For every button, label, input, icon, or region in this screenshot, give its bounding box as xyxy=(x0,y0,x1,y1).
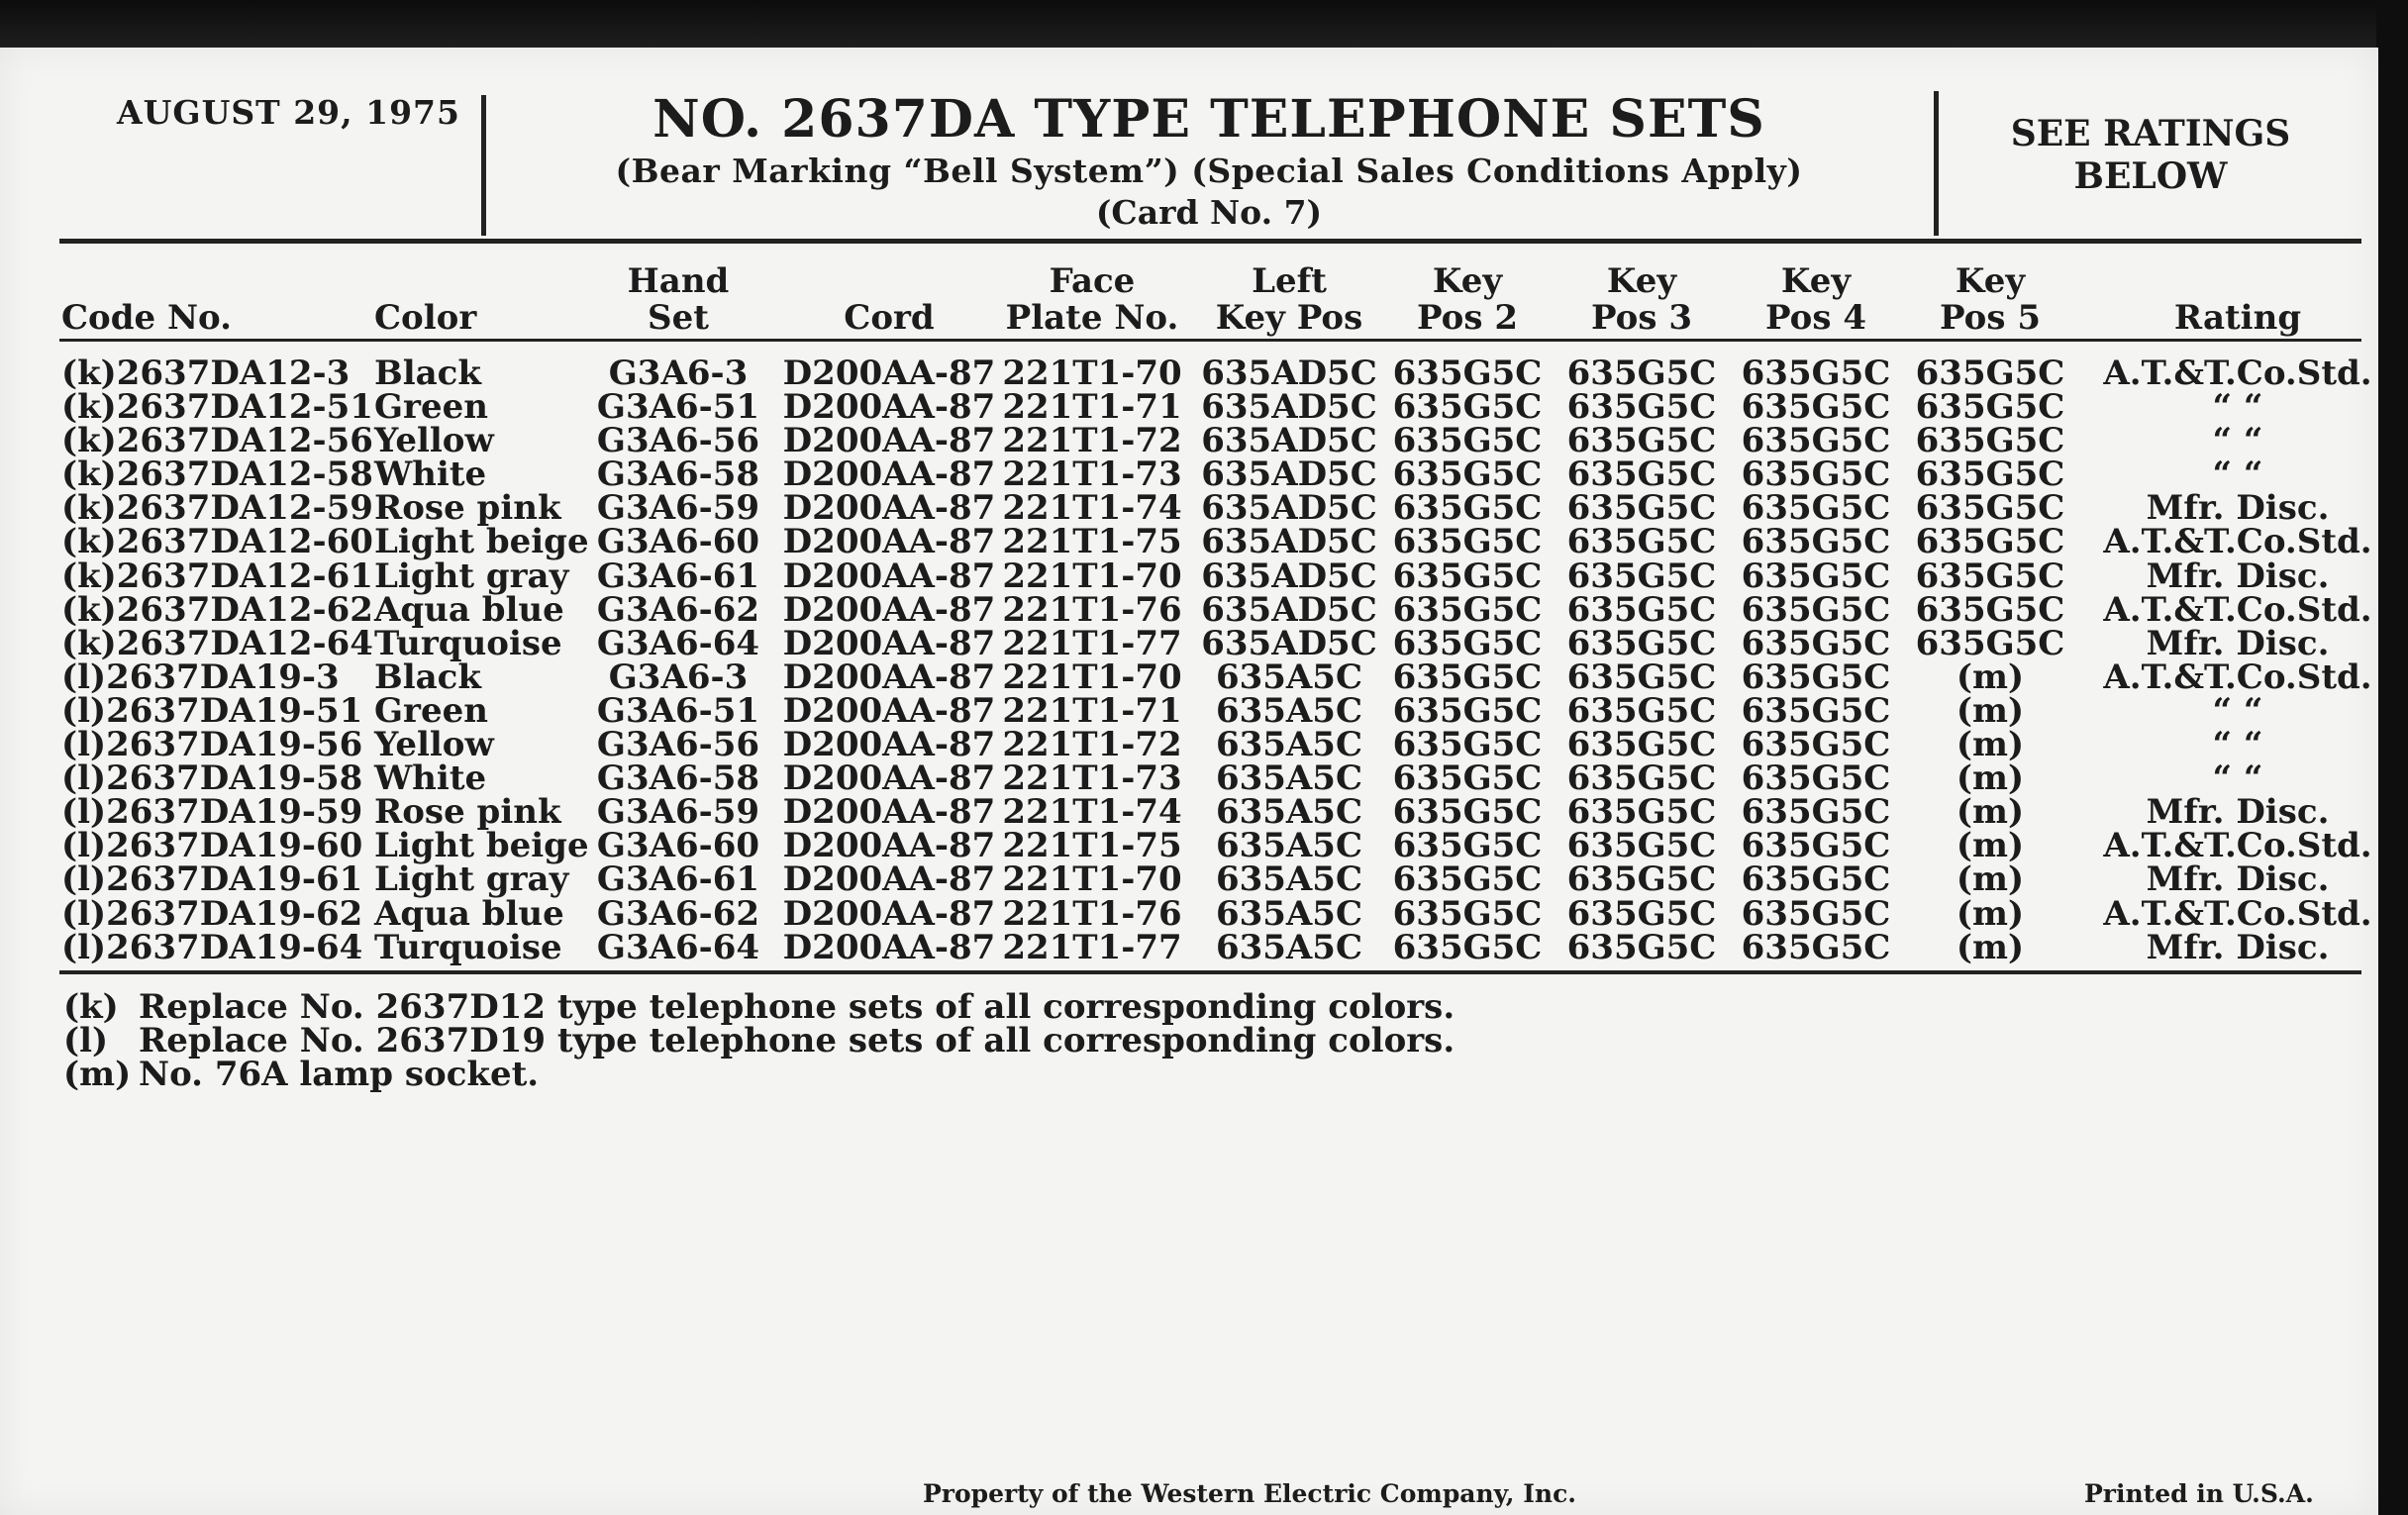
cell-left-key-pos: 635A5C xyxy=(1215,792,1363,833)
cell-left-key-pos: 635AD5C xyxy=(1201,488,1377,529)
cell-key-pos-4: 635G5C xyxy=(1741,690,1891,731)
cell-code: (l)2637DA19-62 xyxy=(61,893,363,934)
cell-key-pos-2: 635G5C xyxy=(1392,387,1543,428)
cell-rating: A.T.&T.Co.Std. xyxy=(2103,354,2372,393)
cell-left-key-pos: 635AD5C xyxy=(1201,623,1377,663)
card-number: (Card No. 7) xyxy=(1095,193,1323,232)
cell-rating: A.T.&T.Co.Std. xyxy=(2103,589,2372,630)
footnote-text: Replace No. 2637D19 type telephone sets of all corresponding colors. xyxy=(139,1021,1455,1060)
cell-face-plate: 221T1-77 xyxy=(1002,623,1182,663)
cell-hand-set: G3A6-58 xyxy=(596,454,760,495)
cell-key-pos-5: (m) xyxy=(1956,859,2025,900)
header-divider-left xyxy=(481,95,486,236)
cell-cord: D200AA-87 xyxy=(782,354,996,393)
scan-top-edge xyxy=(0,0,2408,48)
table-row xyxy=(0,421,2378,461)
footnote-text: Replace No. 2637D12 type telephone sets of all corresponding colors. xyxy=(139,987,1455,1027)
cell-key-pos-4: 635G5C xyxy=(1741,758,1891,799)
cell-code: (l)2637DA19-61 xyxy=(61,859,363,900)
cell-key-pos-5: 635G5C xyxy=(1915,522,2065,562)
cell-key-pos-4: 635G5C xyxy=(1741,454,1891,495)
table-row xyxy=(0,859,2378,900)
sets-table xyxy=(0,354,2378,967)
cell-cord: D200AA-87 xyxy=(782,387,996,428)
cell-key-pos-5: (m) xyxy=(1956,792,2025,833)
cell-face-plate: 221T1-73 xyxy=(1002,454,1182,495)
column-header-line2: Pos 4 xyxy=(1765,298,1866,338)
cell-color: Green xyxy=(374,690,488,731)
cell-hand-set: G3A6-56 xyxy=(596,421,760,461)
cell-key-pos-4: 635G5C xyxy=(1741,556,1891,596)
column-header-line2: Pos 2 xyxy=(1417,298,1518,338)
column-header-line2: Pos 5 xyxy=(1940,298,2041,338)
cell-hand-set: G3A6-62 xyxy=(596,589,760,630)
column-header-line2: Plate No. xyxy=(1005,298,1179,338)
cell-key-pos-3: 635G5C xyxy=(1566,488,1717,529)
footnote-mark: (m) xyxy=(63,1055,132,1094)
column-header-key-pos-4 xyxy=(1737,257,1895,337)
cell-left-key-pos: 635AD5C xyxy=(1201,556,1377,596)
column-header-code xyxy=(61,257,388,337)
cell-hand-set: G3A6-51 xyxy=(596,387,760,428)
cell-key-pos-2: 635G5C xyxy=(1392,690,1543,731)
table-row xyxy=(0,589,2378,630)
cell-code: (k)2637DA12-60 xyxy=(61,522,373,562)
cell-left-key-pos: 635AD5C xyxy=(1201,387,1377,428)
cell-left-key-pos: 635AD5C xyxy=(1201,522,1377,562)
cell-key-pos-3: 635G5C xyxy=(1566,522,1717,562)
cell-key-pos-2: 635G5C xyxy=(1392,454,1543,495)
cell-key-pos-2: 635G5C xyxy=(1392,589,1543,630)
card-title: NO. 2637DA TYPE TELEPHONE SETS xyxy=(652,89,1765,150)
card-date: AUGUST 29, 1975 xyxy=(117,93,460,132)
table-row xyxy=(0,725,2378,765)
cell-hand-set: G3A6-3 xyxy=(608,656,749,697)
cell-key-pos-3: 635G5C xyxy=(1566,556,1717,596)
cell-key-pos-4: 635G5C xyxy=(1741,859,1891,900)
cell-key-pos-2: 635G5C xyxy=(1392,623,1543,663)
cell-key-pos-2: 635G5C xyxy=(1392,556,1543,596)
cell-left-key-pos: 635A5C xyxy=(1215,690,1363,731)
column-header-line1: Key xyxy=(1780,261,1852,301)
cell-cord: D200AA-87 xyxy=(782,792,996,833)
cell-key-pos-4: 635G5C xyxy=(1741,656,1891,697)
cell-cord: D200AA-87 xyxy=(782,556,996,596)
cell-left-key-pos: 635A5C xyxy=(1215,826,1363,866)
cell-color: Yellow xyxy=(374,725,494,765)
cell-key-pos-3: 635G5C xyxy=(1566,725,1717,765)
see-ratings-note xyxy=(1943,113,2358,198)
cell-key-pos-5: (m) xyxy=(1956,690,2025,731)
column-header-line2: Pos 3 xyxy=(1591,298,1692,338)
cell-hand-set: G3A6-61 xyxy=(596,859,760,900)
cell-face-plate: 221T1-70 xyxy=(1002,859,1182,900)
cell-cord: D200AA-87 xyxy=(782,488,996,529)
cell-code: (k)2637DA12-58 xyxy=(61,454,373,495)
cell-cord: D200AA-87 xyxy=(782,656,996,697)
cell-key-pos-5: 635G5C xyxy=(1915,454,2065,495)
cell-key-pos-4: 635G5C xyxy=(1741,826,1891,866)
cell-rating: A.T.&T.Co.Std. xyxy=(2103,826,2372,866)
cell-cord: D200AA-87 xyxy=(782,725,996,765)
cell-face-plate: 221T1-75 xyxy=(1002,826,1182,866)
table-row xyxy=(0,792,2378,833)
footnote-mark: (l) xyxy=(63,1021,109,1060)
cell-color: Turquoise xyxy=(374,623,562,663)
cell-rating: A.T.&T.Co.Std. xyxy=(2103,893,2372,934)
cell-cord: D200AA-87 xyxy=(782,589,996,630)
column-header-line2: Rating xyxy=(2173,298,2302,338)
cell-key-pos-4: 635G5C xyxy=(1741,421,1891,461)
cell-rating: “ “ xyxy=(2212,454,2263,495)
cell-face-plate: 221T1-71 xyxy=(1002,690,1182,731)
cell-face-plate: 221T1-72 xyxy=(1002,725,1182,765)
cell-key-pos-5: (m) xyxy=(1956,656,2025,697)
cell-key-pos-5: 635G5C xyxy=(1915,354,2065,393)
table-row xyxy=(0,556,2378,596)
cell-cord: D200AA-87 xyxy=(782,522,996,562)
cell-color: Turquoise xyxy=(374,927,562,967)
cell-key-pos-2: 635G5C xyxy=(1392,725,1543,765)
column-header-line1: Key xyxy=(1955,261,2026,301)
column-header-line2: Color xyxy=(374,298,477,338)
table-row xyxy=(0,758,2378,799)
header-rule xyxy=(59,239,2361,244)
cell-code: (l)2637DA19-64 xyxy=(61,927,363,967)
cell-left-key-pos: 635AD5C xyxy=(1201,354,1377,393)
cell-hand-set: G3A6-64 xyxy=(596,927,760,967)
cell-code: (l)2637DA19-51 xyxy=(61,690,363,731)
cell-cord: D200AA-87 xyxy=(782,758,996,799)
table-bottom-rule xyxy=(59,970,2361,974)
cell-code: (k)2637DA12-62 xyxy=(61,589,373,630)
cell-color: Aqua blue xyxy=(374,893,564,934)
cell-left-key-pos: 635A5C xyxy=(1215,758,1363,799)
cell-cord: D200AA-87 xyxy=(782,421,996,461)
cell-rating: “ “ xyxy=(2212,690,2263,731)
column-header-rating xyxy=(2091,257,2384,337)
column-header-left-key-pos xyxy=(1190,257,1388,337)
cell-hand-set: G3A6-3 xyxy=(608,354,749,393)
cell-code: (k)2637DA12-61 xyxy=(61,556,373,596)
column-header-line1: Face xyxy=(1049,261,1136,301)
cell-face-plate: 221T1-76 xyxy=(1002,589,1182,630)
cell-cord: D200AA-87 xyxy=(782,859,996,900)
column-header-rule xyxy=(59,339,2361,342)
cell-key-pos-3: 635G5C xyxy=(1566,354,1717,393)
cell-code: (l)2637DA19-58 xyxy=(61,758,363,799)
cell-color: Aqua blue xyxy=(374,589,564,630)
cell-face-plate: 221T1-72 xyxy=(1002,421,1182,461)
cell-key-pos-3: 635G5C xyxy=(1566,859,1717,900)
cell-key-pos-5: 635G5C xyxy=(1915,488,2065,529)
cell-rating: “ “ xyxy=(2212,421,2263,461)
cell-color: Rose pink xyxy=(374,792,561,833)
cell-face-plate: 221T1-77 xyxy=(1002,927,1182,967)
footnote-mark: (k) xyxy=(63,987,119,1027)
cell-key-pos-5: 635G5C xyxy=(1915,387,2065,428)
cell-face-plate: 221T1-70 xyxy=(1002,656,1182,697)
cell-color: Light beige xyxy=(374,522,589,562)
cell-key-pos-3: 635G5C xyxy=(1566,826,1717,866)
cell-cord: D200AA-87 xyxy=(782,826,996,866)
cell-color: Light gray xyxy=(374,859,569,900)
table-row xyxy=(0,454,2378,495)
cell-rating: Mfr. Disc. xyxy=(2146,488,2330,529)
cell-key-pos-4: 635G5C xyxy=(1741,522,1891,562)
cell-key-pos-5: (m) xyxy=(1956,758,2025,799)
column-header-key-pos-5 xyxy=(1911,257,2069,337)
cell-key-pos-4: 635G5C xyxy=(1741,387,1891,428)
cell-rating: A.T.&T.Co.Std. xyxy=(2103,522,2372,562)
cell-face-plate: 221T1-74 xyxy=(1002,488,1182,529)
table-row xyxy=(0,893,2378,934)
header-divider-right xyxy=(1934,91,1939,236)
cell-face-plate: 221T1-76 xyxy=(1002,893,1182,934)
cell-key-pos-4: 635G5C xyxy=(1741,589,1891,630)
cell-key-pos-4: 635G5C xyxy=(1741,623,1891,663)
cell-cord: D200AA-87 xyxy=(782,623,996,663)
cell-code: (k)2637DA12-56 xyxy=(61,421,373,461)
table-row xyxy=(0,354,2378,393)
cell-color: White xyxy=(374,758,487,799)
card-subtitle: (Bear Marking “Bell System”) (Special Sales Conditions Apply) xyxy=(615,152,1803,190)
cell-key-pos-3: 635G5C xyxy=(1566,454,1717,495)
cell-key-pos-2: 635G5C xyxy=(1392,354,1543,393)
cell-key-pos-3: 635G5C xyxy=(1566,893,1717,934)
cell-rating: Mfr. Disc. xyxy=(2146,556,2330,596)
cell-key-pos-5: 635G5C xyxy=(1915,623,2065,663)
cell-hand-set: G3A6-60 xyxy=(596,826,760,866)
cell-color: Black xyxy=(374,354,481,393)
cell-key-pos-2: 635G5C xyxy=(1392,792,1543,833)
cell-left-key-pos: 635A5C xyxy=(1215,859,1363,900)
cell-hand-set: G3A6-58 xyxy=(596,758,760,799)
cell-rating: Mfr. Disc. xyxy=(2146,859,2330,900)
column-header-line2: Cord xyxy=(844,298,935,338)
property-notice: Property of the Western Electric Company, Inc. xyxy=(923,1479,1577,1508)
column-header-face-plate xyxy=(998,257,1186,337)
table-row xyxy=(0,488,2378,529)
cell-key-pos-2: 635G5C xyxy=(1392,893,1543,934)
column-header-line1: Key xyxy=(1432,261,1503,301)
cell-key-pos-2: 635G5C xyxy=(1392,656,1543,697)
column-header-color xyxy=(374,257,592,337)
cell-left-key-pos: 635AD5C xyxy=(1201,589,1377,630)
cell-face-plate: 221T1-71 xyxy=(1002,387,1182,428)
cell-cord: D200AA-87 xyxy=(782,690,996,731)
cell-left-key-pos: 635A5C xyxy=(1215,725,1363,765)
cell-key-pos-4: 635G5C xyxy=(1741,893,1891,934)
cell-key-pos-5: (m) xyxy=(1956,927,2025,967)
cell-key-pos-4: 635G5C xyxy=(1741,488,1891,529)
cell-key-pos-5: 635G5C xyxy=(1915,421,2065,461)
cell-code: (l)2637DA19-3 xyxy=(61,656,340,697)
cell-key-pos-3: 635G5C xyxy=(1566,623,1717,663)
cell-hand-set: G3A6-51 xyxy=(596,690,760,731)
cell-key-pos-3: 635G5C xyxy=(1566,690,1717,731)
column-header-line2: Code No. xyxy=(61,298,232,338)
column-header-hand-set xyxy=(594,257,762,337)
cell-face-plate: 221T1-70 xyxy=(1002,556,1182,596)
cell-color: Green xyxy=(374,387,488,428)
cell-color: Yellow xyxy=(374,421,494,461)
cell-key-pos-2: 635G5C xyxy=(1392,859,1543,900)
table-row xyxy=(0,623,2378,663)
cell-rating: Mfr. Disc. xyxy=(2146,927,2330,967)
cell-face-plate: 221T1-74 xyxy=(1002,792,1182,833)
column-header-key-pos-2 xyxy=(1388,257,1547,337)
cell-rating: “ “ xyxy=(2212,725,2263,765)
cell-key-pos-4: 635G5C xyxy=(1741,792,1891,833)
cell-cord: D200AA-87 xyxy=(782,893,996,934)
cell-cord: D200AA-87 xyxy=(782,454,996,495)
cell-rating: Mfr. Disc. xyxy=(2146,623,2330,663)
cell-rating: “ “ xyxy=(2212,387,2263,428)
cell-code: (l)2637DA19-56 xyxy=(61,725,363,765)
cell-hand-set: G3A6-62 xyxy=(596,893,760,934)
cell-key-pos-4: 635G5C xyxy=(1741,354,1891,393)
table-row xyxy=(0,656,2378,697)
cell-key-pos-2: 635G5C xyxy=(1392,826,1543,866)
cell-left-key-pos: 635AD5C xyxy=(1201,421,1377,461)
cell-hand-set: G3A6-59 xyxy=(596,488,760,529)
cell-key-pos-3: 635G5C xyxy=(1566,927,1717,967)
see-ratings-line1: SEE RATINGS xyxy=(2010,113,2291,154)
cell-key-pos-5: (m) xyxy=(1956,893,2025,934)
cell-key-pos-3: 635G5C xyxy=(1566,792,1717,833)
cell-key-pos-2: 635G5C xyxy=(1392,522,1543,562)
cell-key-pos-3: 635G5C xyxy=(1566,589,1717,630)
table-row xyxy=(0,927,2378,967)
see-ratings-line2: BELOW xyxy=(2073,155,2228,197)
cell-rating: Mfr. Disc. xyxy=(2146,792,2330,833)
column-header-line1: Key xyxy=(1606,261,1677,301)
cell-hand-set: G3A6-60 xyxy=(596,522,760,562)
table-row xyxy=(0,826,2378,866)
cell-face-plate: 221T1-70 xyxy=(1002,354,1182,393)
table-row xyxy=(0,387,2378,428)
cell-left-key-pos: 635A5C xyxy=(1215,927,1363,967)
cell-color: White xyxy=(374,454,487,495)
column-header-line1: Left xyxy=(1252,261,1327,301)
cell-color: Light beige xyxy=(374,826,589,866)
cell-left-key-pos: 635AD5C xyxy=(1201,454,1377,495)
cell-key-pos-3: 635G5C xyxy=(1566,421,1717,461)
table-row xyxy=(0,690,2378,731)
cell-hand-set: G3A6-56 xyxy=(596,725,760,765)
cell-left-key-pos: 635A5C xyxy=(1215,893,1363,934)
cell-rating: A.T.&T.Co.Std. xyxy=(2103,656,2372,697)
cell-cord: D200AA-87 xyxy=(782,927,996,967)
column-header-key-pos-3 xyxy=(1562,257,1721,337)
cell-code: (k)2637DA12-51 xyxy=(61,387,373,428)
cell-key-pos-5: 635G5C xyxy=(1915,589,2065,630)
cell-hand-set: G3A6-59 xyxy=(596,792,760,833)
cell-key-pos-2: 635G5C xyxy=(1392,758,1543,799)
cell-key-pos-5: (m) xyxy=(1956,826,2025,866)
cell-key-pos-4: 635G5C xyxy=(1741,927,1891,967)
column-header-cord xyxy=(780,257,998,337)
cell-key-pos-5: 635G5C xyxy=(1915,556,2065,596)
cell-code: (k)2637DA12-64 xyxy=(61,623,373,663)
cell-key-pos-5: (m) xyxy=(1956,725,2025,765)
cell-code: (k)2637DA12-3 xyxy=(61,354,351,393)
cell-key-pos-2: 635G5C xyxy=(1392,488,1543,529)
cell-code: (l)2637DA19-59 xyxy=(61,792,363,833)
cell-key-pos-2: 635G5C xyxy=(1392,421,1543,461)
cell-color: Rose pink xyxy=(374,488,561,529)
cell-key-pos-3: 635G5C xyxy=(1566,656,1717,697)
printed-notice: Printed in U.S.A. xyxy=(2084,1479,2314,1508)
cell-face-plate: 221T1-73 xyxy=(1002,758,1182,799)
cell-key-pos-3: 635G5C xyxy=(1566,387,1717,428)
cell-rating: “ “ xyxy=(2212,758,2263,799)
column-header-line2: Key Pos xyxy=(1215,298,1363,338)
cell-hand-set: G3A6-64 xyxy=(596,623,760,663)
cell-code: (l)2637DA19-60 xyxy=(61,826,363,866)
cell-key-pos-3: 635G5C xyxy=(1566,758,1717,799)
cell-hand-set: G3A6-61 xyxy=(596,556,760,596)
footnote-text: No. 76A lamp socket. xyxy=(139,1055,540,1094)
cell-color: Black xyxy=(374,656,481,697)
table-row xyxy=(0,522,2378,562)
cell-face-plate: 221T1-75 xyxy=(1002,522,1182,562)
cell-code: (k)2637DA12-59 xyxy=(61,488,373,529)
column-header-line2: Set xyxy=(648,298,709,338)
cell-left-key-pos: 635A5C xyxy=(1215,656,1363,697)
cell-color: Light gray xyxy=(374,556,569,596)
column-header-line1: Hand xyxy=(627,261,730,301)
cell-key-pos-2: 635G5C xyxy=(1392,927,1543,967)
cell-key-pos-4: 635G5C xyxy=(1741,725,1891,765)
